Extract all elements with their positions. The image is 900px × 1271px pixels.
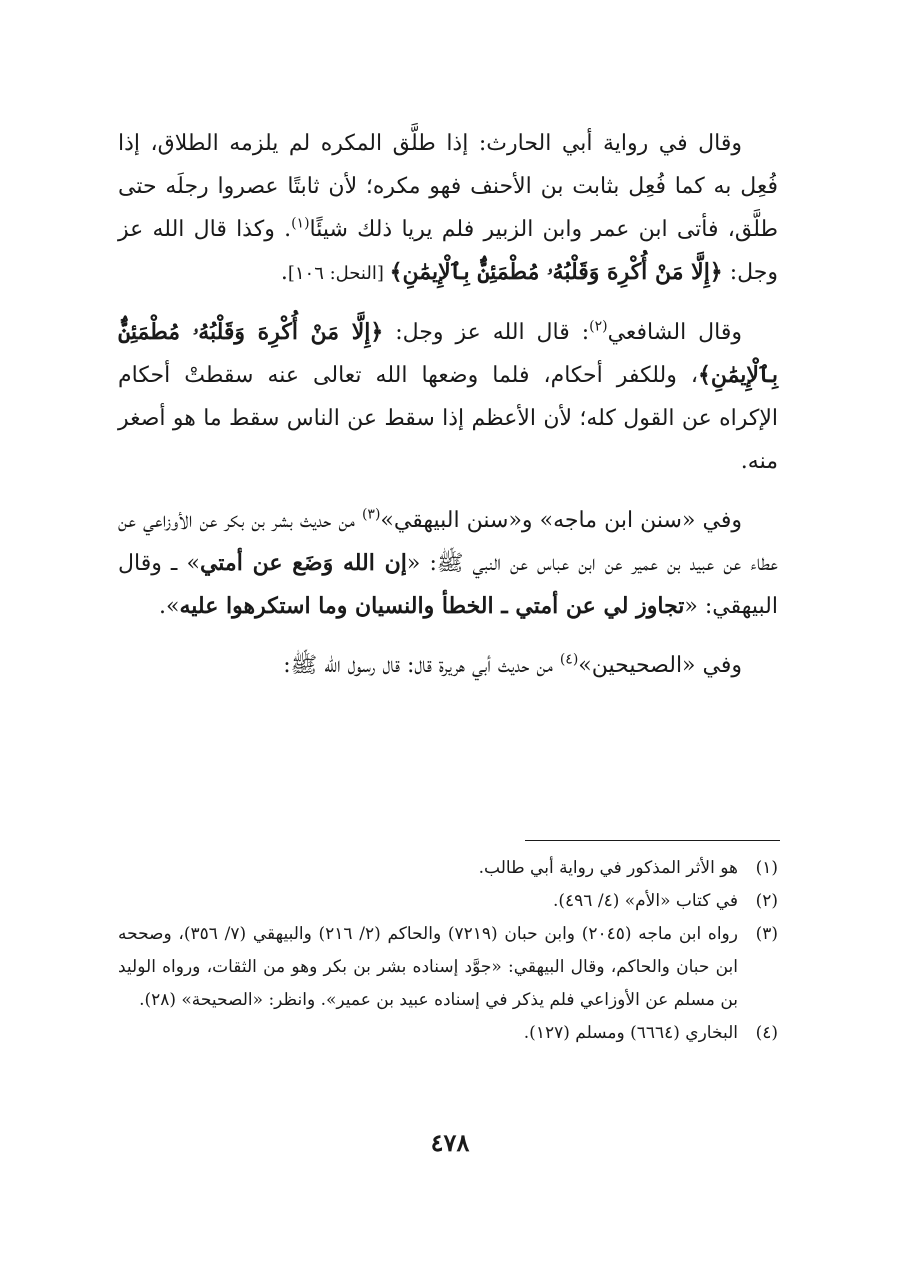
page-number: ٤٧٨ bbox=[430, 1128, 470, 1157]
footnote-separator bbox=[525, 840, 780, 841]
main-text bbox=[118, 122, 778, 687]
paragraph-text: من حديث أبي هريرة قال: قال رسول الله ﷺ: bbox=[283, 653, 560, 678]
footnotes bbox=[118, 852, 778, 1050]
paragraph-2 bbox=[118, 311, 778, 483]
paragraph-text: وفي «الصحيحين» bbox=[578, 653, 742, 678]
paragraph-text: وقال في رواية أبي الحارث: إذا طلَّق المكره لم يلزمه الطلاق، إذا فُعِل به كما فُعِل بثابت بن الأحنف فهو مكره؛ لأن ثابتًا عصروا رجلَه حتى طلَّق، فأتى ابن عمر وابن الزبير فلم يريا ذلك شيئًا bbox=[118, 131, 778, 242]
verse-citation: [النحل: ١٠٦] bbox=[287, 263, 390, 284]
paragraph-text: » ـ وقال البيهقي: « bbox=[118, 551, 778, 619]
paragraph-text: وفي «سنن ابن ماجه» و«سنن البيهقي» bbox=[380, 508, 742, 533]
footnote-4 bbox=[118, 1017, 778, 1050]
footnote-1 bbox=[118, 852, 778, 885]
footnote-3 bbox=[118, 918, 778, 1017]
footnote-number: (١) bbox=[755, 858, 778, 878]
paragraph-text: من حديث بشر بن بكر عن الأوزاعي عن عطاء عن عبيد بن عمير عن ابن عباس عن النبي ﷺ: « bbox=[118, 508, 778, 576]
footnote-text: في كتاب «الأم» (٤/ ٤٩٦). bbox=[552, 891, 738, 911]
quran-verse: ﴿إِلَّا مَنْ أُكْرِهَ وَقَلْبُهُۥ مُطْمَئِنٌّۢ بِٱلْإِيمَٰنِ﴾ bbox=[118, 319, 778, 388]
paragraph-text: ، وللكفر أحكام، فلما وضعها الله تعالى عنه سقطتْ أحكام الإكراه عن القول كله؛ لأن الأعظم إذا سقط عن الناس سقط ما هو أصغر منه. bbox=[118, 363, 778, 474]
hadith-quote: تجاوز لي عن أمتي ـ الخطأ والنسيان وما استكرهوا عليه bbox=[179, 593, 685, 619]
hadith-quote: إن الله وَضَع عن أمتي bbox=[199, 550, 407, 576]
quran-verse: ﴿إِلَّا مَنْ أُكْرِهَ وَقَلْبُهُۥ مُطْمَئِنٌّۢ بِٱلْإِيمَٰنِ﴾ bbox=[389, 259, 723, 285]
footnote-2 bbox=[118, 885, 778, 918]
footnote-number: (٢) bbox=[755, 891, 778, 911]
footnote-number: (٣) bbox=[755, 924, 778, 944]
paragraph-text: : قال الله عز وجل: bbox=[383, 320, 590, 345]
footnote-text: رواه ابن ماجه (٢٠٤٥) وابن حبان (٧٢١٩) والحاكم (٢/ ٢١٦) والبيهقي (٧/ ٣٥٦)، وصححه ابن حبان والحاكم، وقال البيهقي: «جوَّد إسناده بشر بن بكر وهو من الثقات، ورواه الوليد بن مسلم عن الأوزاعي فلم يذكر في إسناده عبيد بن عمير». وانظر: «الصحيحة» (٢٨). bbox=[118, 924, 738, 1010]
paragraph-3 bbox=[118, 499, 778, 628]
footnote-ref-3[interactable]: (٣) bbox=[361, 506, 381, 523]
footnote-ref-1[interactable]: (١) bbox=[291, 215, 310, 232]
footnote-text: البخاري (٦٦٦٤) ومسلم (١٢٧). bbox=[523, 1023, 738, 1043]
paragraph-4 bbox=[118, 644, 778, 687]
footnote-ref-4[interactable]: (٤) bbox=[559, 651, 579, 668]
footnote-number: (٤) bbox=[755, 1023, 778, 1043]
paragraph-1 bbox=[118, 122, 778, 295]
paragraph-text: . وكذا قال الله عز وجل: bbox=[118, 217, 778, 285]
paragraph-text: ». bbox=[159, 594, 180, 619]
footnote-text: هو الأثر المذكور في رواية أبي طالب. bbox=[478, 858, 738, 878]
footnote-ref-2[interactable]: (٢) bbox=[589, 318, 608, 335]
paragraph-text: وقال الشافعي bbox=[607, 320, 742, 345]
paragraph-text: . bbox=[280, 260, 288, 285]
